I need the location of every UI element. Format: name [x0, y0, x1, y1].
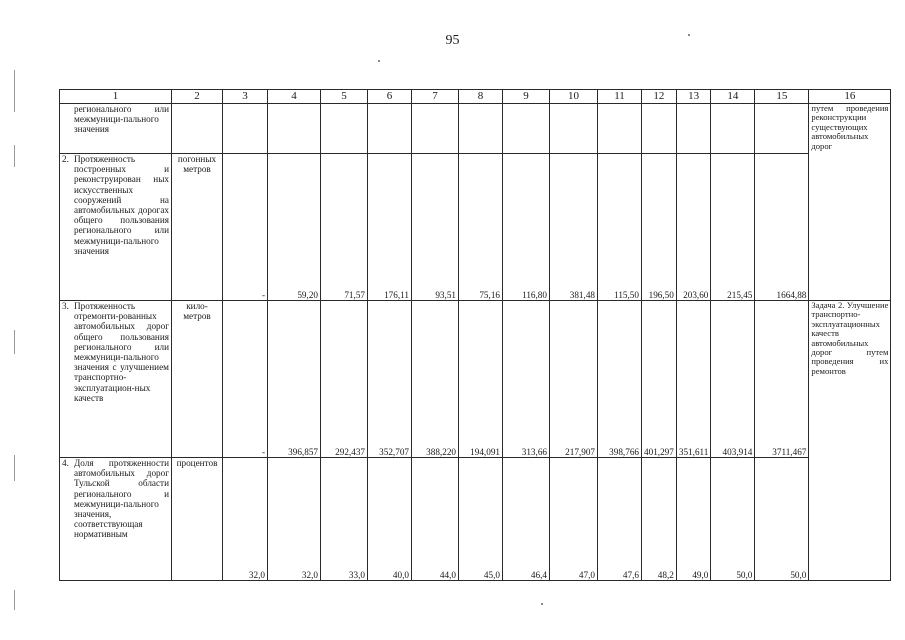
row-number: 3. — [62, 301, 69, 311]
indicator-text: регионального или межмуници-пального значения — [74, 104, 169, 135]
header-cell: 4 — [268, 90, 321, 104]
indicators-table — [59, 89, 891, 581]
scan-speck — [541, 603, 543, 605]
value-cell: 203,60 — [676, 154, 711, 301]
margin-mark — [14, 330, 15, 354]
header-cell: 2 — [172, 90, 223, 104]
value-cell: 40,0 — [368, 458, 412, 581]
value-cell — [368, 104, 412, 154]
value-cell — [223, 104, 268, 154]
value-cell: 352,707 — [368, 301, 412, 458]
indicator-cell — [60, 154, 172, 301]
header-cell: 6 — [368, 90, 412, 104]
scan-speck — [378, 60, 380, 62]
value-cell: 388,220 — [412, 301, 459, 458]
indicator-text: Доля протяженности автомобильных дорог Тульской области регионального и межмуници-пального значения, соответствующая нормативным — [74, 458, 169, 540]
scan-speck — [688, 34, 690, 36]
header-cell: 9 — [503, 90, 550, 104]
value-cell: 116,80 — [503, 154, 550, 301]
value-cell: 49,0 — [676, 458, 711, 581]
header-cell: 12 — [642, 90, 677, 104]
value-cell: 292,437 — [321, 301, 368, 458]
header-row — [60, 90, 891, 104]
value-cell: 313,66 — [503, 301, 550, 458]
row-number: 2. — [62, 154, 69, 164]
value-cell — [598, 104, 642, 154]
value-cell: 46,4 — [503, 458, 550, 581]
value-cell: 215,45 — [711, 154, 755, 301]
table-row — [60, 458, 891, 581]
header-cell: 13 — [676, 90, 711, 104]
unit-cell: процентов — [172, 458, 223, 581]
unit-cell: погонных метров — [172, 154, 223, 301]
indicator-cell — [60, 458, 172, 581]
value-cell: 45,0 — [459, 458, 503, 581]
task-note: путем проведения реконструкции существующих автомобильных дорог — [809, 104, 891, 301]
table-row — [60, 154, 891, 301]
value-cell — [676, 104, 711, 154]
indicator-text: Протяженность построенных и реконструирован ных искусственных сооружений на автомобильных дорогах общего пользования регионального или межмуници-пального значения — [74, 154, 169, 256]
value-cell: 71,57 — [321, 154, 368, 301]
value-cell — [642, 104, 677, 154]
margin-mark — [14, 455, 15, 481]
value-cell: - — [223, 154, 268, 301]
value-cell: 115,50 — [598, 154, 642, 301]
header-cell: 11 — [598, 90, 642, 104]
value-cell — [755, 104, 809, 154]
value-cell: 1664,88 — [755, 154, 809, 301]
value-cell: 3711,467 — [755, 301, 809, 458]
value-cell: 396,857 — [268, 301, 321, 458]
value-cell — [321, 104, 368, 154]
value-cell: 32,0 — [223, 458, 268, 581]
unit-cell — [172, 104, 223, 154]
header-cell: 1 — [60, 90, 172, 104]
header-cell: 3 — [223, 90, 268, 104]
page-number: 95 — [445, 33, 460, 48]
header-cell: 7 — [412, 90, 459, 104]
unit-cell: кило-метров — [172, 301, 223, 458]
table-row — [60, 301, 891, 458]
value-cell: 32,0 — [268, 458, 321, 581]
value-cell: 403,914 — [711, 301, 755, 458]
row-number: 4. — [62, 458, 69, 468]
value-cell: 196,50 — [642, 154, 677, 301]
value-cell: 47,0 — [550, 458, 598, 581]
value-cell: - — [223, 301, 268, 458]
value-cell — [459, 104, 503, 154]
header-cell: 5 — [321, 90, 368, 104]
value-cell: 59,20 — [268, 154, 321, 301]
value-cell — [503, 104, 550, 154]
value-cell: 194,091 — [459, 301, 503, 458]
task-note: Задача 2. Улучшение транспортно-эксплуатационных качеств автомобильных дорог путем проведения их ремонтов — [809, 301, 891, 581]
value-cell: 48,2 — [642, 458, 677, 581]
value-cell: 44,0 — [412, 458, 459, 581]
header-cell: 10 — [550, 90, 598, 104]
table-row — [60, 104, 891, 154]
value-cell: 351,611 — [676, 301, 711, 458]
value-cell: 93,51 — [412, 154, 459, 301]
indicator-cell — [60, 104, 172, 154]
indicator-text: Протяженность отремонти-рованных автомобильных дорог общего пользования регионального или межмуници-пального значения с улучшением транспортно-эксплуатацион-ных качеств — [74, 301, 169, 403]
indicator-cell — [60, 301, 172, 458]
value-cell: 217,907 — [550, 301, 598, 458]
header-cell: 8 — [459, 90, 503, 104]
value-cell: 398,766 — [598, 301, 642, 458]
value-cell: 50,0 — [711, 458, 755, 581]
value-cell: 47,6 — [598, 458, 642, 581]
value-cell: 401,297 — [642, 301, 677, 458]
margin-mark — [14, 70, 15, 112]
value-cell: 176,11 — [368, 154, 412, 301]
value-cell — [550, 104, 598, 154]
header-cell: 14 — [711, 90, 755, 104]
value-cell: 381,48 — [550, 154, 598, 301]
value-cell — [268, 104, 321, 154]
header-cell: 15 — [755, 90, 809, 104]
value-cell — [711, 104, 755, 154]
value-cell: 50,0 — [755, 458, 809, 581]
value-cell: 75,16 — [459, 154, 503, 301]
value-cell: 33,0 — [321, 458, 368, 581]
header-cell: 16 — [809, 90, 891, 104]
margin-mark — [14, 145, 15, 167]
value-cell — [412, 104, 459, 154]
margin-mark — [14, 590, 15, 610]
